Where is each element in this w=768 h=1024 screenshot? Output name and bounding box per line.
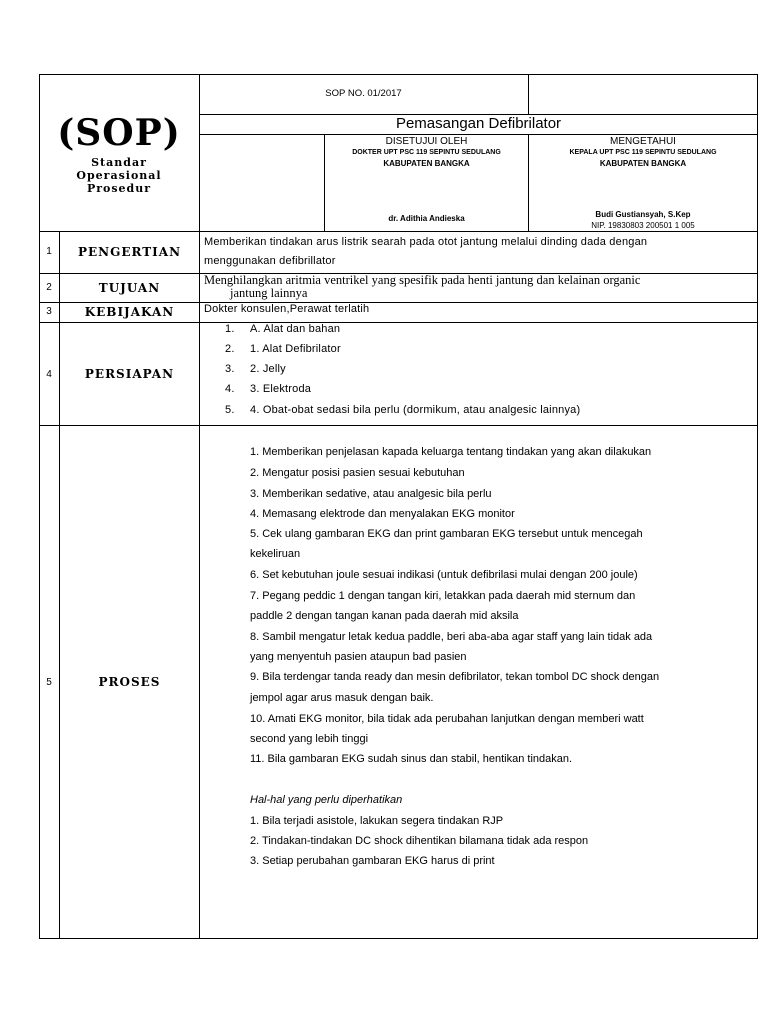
section-label-persiapan: PERSIAPAN <box>84 367 175 381</box>
process-step: 7. Pegang peddic 1 dengan tangan kiri, letakkan pada daerah mid sternum dan <box>250 590 636 602</box>
table-divider <box>528 74 529 114</box>
list-text: A. Alat dan bahan <box>250 323 341 335</box>
list-number: 3. <box>225 363 235 375</box>
list-text: 2. Jelly <box>250 363 286 375</box>
process-step: 9. Bila terdengar tanda ready dan mesin defibrilator, tekan tombol DC shock dengan <box>250 671 660 683</box>
notes-heading: Hal-hal yang perlu diperhatikan <box>250 794 403 806</box>
row-number: 1 <box>46 246 52 257</box>
table-divider <box>59 231 60 939</box>
acknowledged-by-block <box>529 136 757 170</box>
list-item <box>225 343 341 355</box>
process-step: 1. Memberikan penjelasan kapada keluarga tentang tindakan yang akan dilakukan <box>250 446 652 458</box>
section-label-proses: PROSES <box>98 675 161 689</box>
persiapan-list <box>225 322 755 425</box>
table-divider <box>39 302 758 303</box>
row-number: 2 <box>46 282 52 293</box>
list-item <box>225 383 311 395</box>
process-step: 3. Memberikan sedative, atau analgesic bila perlu <box>250 488 492 500</box>
approved-by-block <box>325 136 528 170</box>
tujuan-text <box>204 274 756 300</box>
table-divider <box>199 134 758 135</box>
acknowledged-by-region: KABUPATEN BANGKA <box>599 159 687 168</box>
process-step: 11. Bila gambaran EKG sudah sinus dan stabil, hentikan tindakan. <box>250 753 573 765</box>
process-step: 4. Memasang elektrode dan menyalakan EKG monitor <box>250 508 515 520</box>
note-item: 3. Setiap perubahan gambaran EKG harus di print <box>250 855 495 867</box>
text-line: Memberikan tindakan arus listrik searah pada otot jantung melalui dinding dada dengan <box>204 236 648 248</box>
acknowledged-by-name: Budi Gustiansyah, S.Kep <box>595 210 691 219</box>
table-border <box>39 74 40 939</box>
process-step: 10. Amati EKG monitor, bila tidak ada perubahan lanjutkan dengan memberi watt <box>250 713 644 725</box>
sop-number: SOP NO. 01/2017 <box>325 88 402 99</box>
section-label-kebijakan: KEBIJAKAN <box>84 305 175 319</box>
process-step: yang menyentuh pasien ataupun bad pasien <box>250 651 467 663</box>
note-item: 1. Bila terjadi asistole, lakukan segera tindakan RJP <box>250 815 504 827</box>
pengertian-text <box>204 233 756 271</box>
acknowledged-by-nip: NIP. 19830803 200501 1 005 <box>591 221 695 230</box>
acknowledged-by-heading: MENGETAHUI <box>610 136 676 147</box>
acknowledged-by-signature <box>529 209 757 231</box>
text-line: Menghilangkan aritmia ventrikel yang spesifik pada henti jantung dan kelainan organic <box>204 273 641 287</box>
text-line: menggunakan defibrillator <box>204 255 336 267</box>
process-step: jempol agar arus masuk dengan baik. <box>250 692 434 704</box>
list-item <box>225 323 340 335</box>
acknowledged-by-position: KEPALA UPT PSC 119 SEPINTU SEDULANG <box>569 149 717 156</box>
row-number: 5 <box>46 677 52 688</box>
list-text: 1. Alat Defibrilator <box>250 343 341 355</box>
process-step: 6. Set kebutuhan joule sesuai indikasi (untuk defibrilasi mulai dengan 200 joule) <box>250 569 638 581</box>
list-number: 5. <box>225 404 235 416</box>
list-text: 3. Elektroda <box>250 383 312 395</box>
section-label-pengertian: PENGERTIAN <box>77 245 182 259</box>
list-item <box>225 363 286 375</box>
note-item: 2. Tindakan-tindakan DC shock dihentikan bilamana tidak ada respon <box>250 835 589 847</box>
approved-by-heading: DISETUJUI OLEH <box>385 136 468 147</box>
proses-steps <box>250 426 755 936</box>
sop-full-line: Prosedur <box>86 182 152 195</box>
process-step: kekeliruan <box>250 548 301 560</box>
list-item <box>225 404 580 416</box>
row-number: 3 <box>46 306 52 317</box>
kebijakan-text: Dokter konsulen,Perawat terlatih <box>204 303 370 315</box>
process-step: paddle 2 dengan tangan kanan pada daerah mid aksila <box>250 610 519 622</box>
table-divider <box>199 74 200 939</box>
process-step: 2. Mengatur posisi pasien sesuai kebutuhan <box>250 467 465 479</box>
sop-logo: (SOP) <box>57 112 181 154</box>
approved-by-region: KABUPATEN BANGKA <box>383 159 470 168</box>
list-text: 4. Obat-obat sedasi bila perlu (dormikum, atau analgesic lainnya) <box>250 404 581 416</box>
table-border <box>39 938 758 939</box>
process-step: second yang lebih tinggi <box>250 733 369 745</box>
process-step: 5. Cek ulang gambaran EKG dan print gambaran EKG tersebut untuk mencegah <box>250 528 643 540</box>
document-title: Pemasangan Defibrilator <box>395 115 562 132</box>
table-border <box>39 74 758 75</box>
list-number: 1. <box>225 323 235 335</box>
list-number: 2. <box>225 343 235 355</box>
approved-by-name: dr. Adithia Andieska <box>388 214 465 223</box>
row-number: 4 <box>46 369 52 380</box>
text-line: jantung lainnya <box>230 286 308 300</box>
section-label-tujuan: TUJUAN <box>98 281 161 295</box>
process-step: 8. Sambil mengatur letak kedua paddle, beri aba-aba agar staff yang lain tidak ada <box>250 631 653 643</box>
table-divider <box>39 231 758 232</box>
table-border <box>757 74 758 939</box>
list-number: 4. <box>225 383 235 395</box>
sop-full-line: Standar <box>91 156 147 169</box>
sop-full-name <box>48 156 190 195</box>
sop-full-line: Operasional <box>76 169 162 182</box>
approved-by-position: DOKTER UPT PSC 119 SEPINTU SEDULANG <box>352 149 501 156</box>
